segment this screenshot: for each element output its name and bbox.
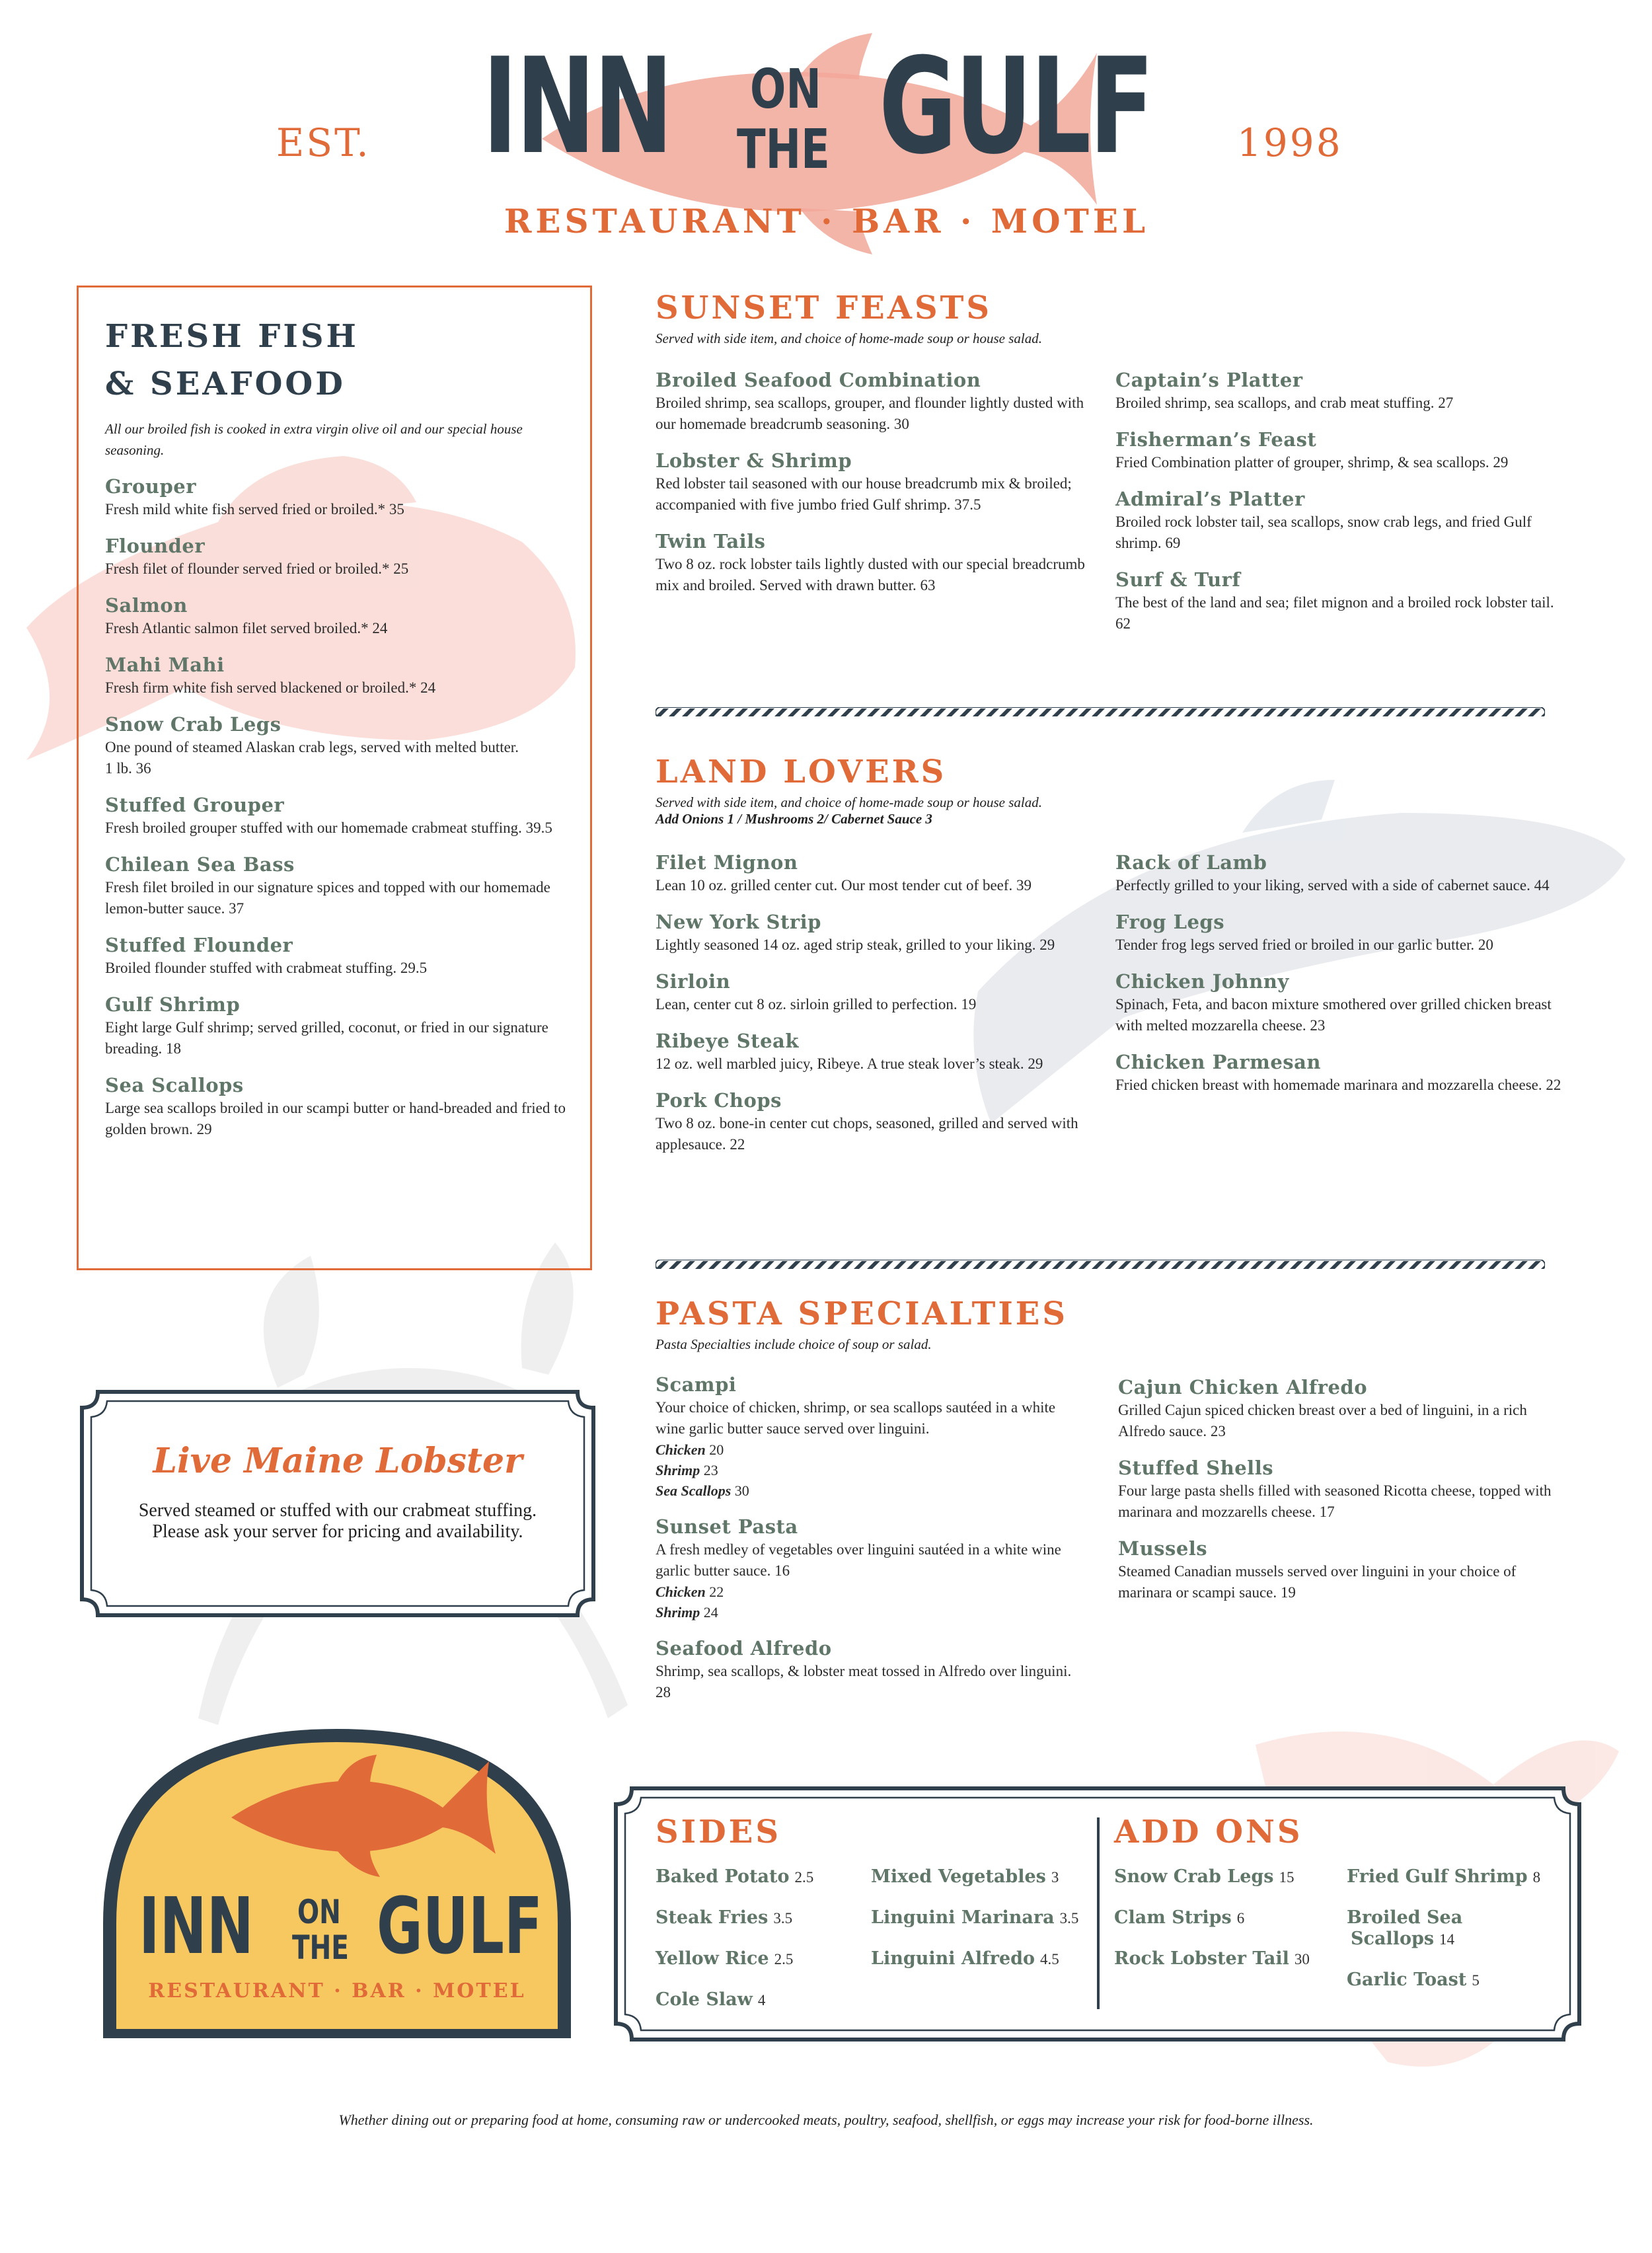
side-price: 4 — [757, 1992, 766, 2008]
item-desc: Broiled rock lobster tail, sea scallops, snow crab legs, and fried Gulf shrimp. 69 — [1115, 514, 1532, 551]
side-price: 3.5 — [773, 1910, 793, 1927]
item-name: Stuffed Flounder — [105, 934, 293, 956]
item-desc: Fresh mild white fish served fried or broiled.* 35 — [105, 501, 404, 517]
item-desc: Two 8 oz. bone-in center cut chops, seasoned, grilled and served with applesauce. 22 — [656, 1115, 1078, 1153]
menu-item — [105, 535, 566, 580]
addon-name: Broiled Sea — [1347, 1907, 1463, 1928]
item-name: Grouper — [105, 475, 196, 498]
fresh-fish-note: All our broiled fish is cooked in extra virgin olive oil and our special house seasoning. — [105, 421, 523, 458]
brand-on: ON — [750, 58, 821, 121]
variant-price: 30 — [734, 1482, 749, 1499]
menu-item — [105, 475, 566, 520]
item-desc: A fresh medley of vegetables over linguini sautéed in a white wine garlic butter sauce. 16 — [656, 1541, 1061, 1579]
item-name: Salmon — [105, 594, 188, 617]
addon-price: 6 — [1236, 1910, 1245, 1927]
brand-the: THE — [737, 118, 830, 181]
menu-item — [1115, 1051, 1565, 1096]
item-name: Snow Crab Legs — [105, 713, 282, 736]
sunset-feasts-section — [656, 289, 1581, 632]
variant-price: 22 — [709, 1584, 724, 1600]
item-desc: Fresh filet of flounder served fried or broiled.* 25 — [105, 560, 409, 577]
menu-item — [656, 970, 1098, 1015]
variant-row — [656, 1439, 1078, 1460]
brand-tagline: RESTAURANT · BAR · MOTEL — [504, 202, 1150, 241]
item-desc: Broiled shrimp, sea scallops, grouper, and flounder lightly dusted with our homemade breadcrumb seasoning. 30 — [656, 395, 1084, 432]
variant-row — [656, 1602, 1078, 1623]
variant-name: Shrimp — [656, 1604, 700, 1621]
section-note: Served with side item, and choice of home-made soup or house salad. — [656, 794, 1042, 810]
item-name: Ribeye Steak — [656, 1030, 799, 1052]
menu-item — [656, 851, 1098, 896]
item-desc: Your choice of chicken, shrimp, or sea scallops sautéed in a white wine garlic butter sauce served over linguini. — [656, 1399, 1056, 1437]
item-desc: Eight large Gulf shrimp; served grilled, coconut, or fried in our signature breading. 18 — [105, 1019, 548, 1057]
menu-item — [1115, 851, 1565, 896]
item-name: Chicken Parmesan — [1115, 1051, 1321, 1073]
addon-item — [1114, 1866, 1295, 1887]
menu-item — [105, 654, 566, 699]
side-name: Linguini Marinara — [871, 1907, 1055, 1928]
section-note: Served with side item, and choice of home-made soup or house salad. — [656, 330, 1042, 346]
menu-item — [105, 934, 566, 979]
item-desc: Perfectly grilled to your liking, served with a side of cabernet sauce. 44 — [1115, 877, 1550, 894]
fresh-fish-title-2: & SEAFOOD — [105, 365, 346, 402]
brand-gulf: GULF — [879, 30, 1152, 184]
item-name: Chilean Sea Bass — [105, 853, 295, 876]
item-name: Mussels — [1118, 1537, 1208, 1560]
addon-price: 5 — [1472, 1972, 1480, 1989]
est-label: EST. — [276, 120, 371, 165]
menu-item — [1115, 488, 1565, 554]
item-name: Lobster & Shrimp — [656, 449, 852, 472]
sunset-right-column — [1115, 369, 1565, 649]
item-desc: Shrimp, sea scallops, & lobster meat tossed in Alfredo over linguini. 28 — [656, 1663, 1072, 1700]
brand-inn: INN — [482, 30, 671, 184]
menu-item — [1118, 1376, 1567, 1442]
item-name: Surf & Turf — [1115, 568, 1241, 591]
footer-disclaimer: Whether dining out or preparing food at home, consuming raw or undercooked meats, poultry, seafood, shellfish, or eggs may increase your risk for food-borne illness. — [338, 2112, 1314, 2128]
menu-item — [105, 853, 566, 919]
addon-price: 8 — [1532, 1869, 1541, 1886]
pasta-left-column — [656, 1373, 1078, 1718]
item-name: Cajun Chicken Alfredo — [1118, 1376, 1368, 1398]
lobster-box — [78, 1388, 597, 1619]
addon-item — [1347, 1907, 1462, 1950]
menu-item — [656, 1637, 1078, 1703]
badge-on: ON — [297, 1893, 341, 1931]
menu-item — [656, 1089, 1098, 1155]
item-name: Sirloin — [656, 970, 731, 993]
item-desc: Fried Combination platter of grouper, shrimp, & sea scallops. 29 — [1115, 454, 1509, 471]
menu-item — [1115, 568, 1565, 634]
item-desc: Lean, center cut 8 oz. sirloin grilled to perfection. 19 — [656, 996, 977, 1012]
fresh-fish-list — [105, 475, 566, 1140]
item-name: New York Strip — [656, 911, 821, 933]
addons-title: ADD ONS — [1114, 1814, 1303, 1851]
menu-item — [105, 713, 566, 779]
year-label: 1998 — [1237, 120, 1343, 165]
addon-item — [1114, 1948, 1310, 1969]
variant-name: Chicken — [656, 1441, 706, 1458]
side-item — [656, 1948, 793, 1969]
side-price: 3 — [1051, 1869, 1059, 1886]
item-desc: Lean 10 oz. grilled center cut. Our most tender cut of beef. 39 — [656, 877, 1032, 894]
item-desc: Broiled flounder stuffed with crabmeat stuffing. 29.5 — [105, 960, 428, 976]
menu-item — [1115, 428, 1565, 473]
menu-item — [1115, 970, 1565, 1036]
addon-item — [1347, 1866, 1540, 1887]
side-item — [871, 1948, 1059, 1969]
rope-divider — [656, 1260, 1545, 1269]
lobster-box-title: Live Maine Lobster — [153, 1441, 523, 1481]
variant-price: 20 — [709, 1441, 724, 1458]
addon-name-2: Scallops — [1351, 1928, 1435, 1949]
item-desc: Fresh broiled grouper stuffed with our homemade crabmeat stuffing. 39.5 — [105, 820, 552, 836]
pasta-section — [656, 1295, 1581, 1700]
item-desc: Broiled shrimp, sea scallops, and crab meat stuffing. 27 — [1115, 395, 1454, 411]
addon-price: 14 — [1439, 1931, 1455, 1948]
menu-item — [656, 1373, 1078, 1501]
sunset-left-column — [656, 369, 1092, 611]
menu-item — [656, 1030, 1098, 1075]
item-name: Chicken Johnny — [1115, 970, 1289, 993]
addon-name: Fried Gulf Shrimp — [1347, 1866, 1528, 1887]
side-item — [656, 1989, 765, 2010]
addon-price: 30 — [1294, 1951, 1310, 1967]
menu-item — [1115, 369, 1565, 414]
menu-item — [656, 449, 1092, 516]
item-name: Fisherman’s Feast — [1115, 428, 1317, 451]
variant-name: Sea Scallops — [656, 1482, 732, 1499]
item-name: Captain’s Platter — [1115, 369, 1303, 391]
item-name: Stuffed Grouper — [105, 794, 285, 816]
sides-title: SIDES — [656, 1814, 781, 1851]
section-title: SUNSET FEASTS — [656, 289, 993, 326]
variant-name: Shrimp — [656, 1462, 700, 1478]
item-desc: Grilled Cajun spiced chicken breast over a bed of linguini, in a rich Alfredo sauce. 23 — [1118, 1402, 1527, 1439]
addon-name: Rock Lobster Tail — [1114, 1948, 1289, 1969]
item-name: Sea Scallops — [105, 1074, 244, 1096]
badge-logo — [99, 1725, 575, 2042]
item-extra: 1 lb. 36 — [105, 760, 151, 777]
menu-item — [1118, 1457, 1567, 1523]
menu-item — [105, 993, 566, 1059]
fresh-fish-title-1: FRESH FISH — [105, 318, 359, 355]
addon-name: Garlic Toast — [1347, 1969, 1467, 1990]
variant-row — [656, 1480, 1078, 1501]
side-name: Yellow Rice — [656, 1948, 769, 1969]
item-desc: 12 oz. well marbled juicy, Ribeye. A true steak lover’s steak. 29 — [656, 1055, 1043, 1072]
item-name: Rack of Lamb — [1115, 851, 1267, 874]
item-desc: Fried chicken breast with homemade marinara and mozzarella cheese. 22 — [1115, 1077, 1561, 1093]
item-name: Sunset Pasta — [656, 1515, 798, 1538]
variant-row — [656, 1582, 1078, 1602]
sides-addons-box — [612, 1784, 1583, 2043]
item-desc: Lightly seasoned 14 oz. aged strip steak, grilled to your liking. 29 — [656, 936, 1055, 953]
menu-item — [105, 794, 566, 839]
rope-divider — [656, 707, 1545, 716]
section-title: LAND LOVERS — [656, 753, 947, 790]
item-desc: Red lobster tail seasoned with our house breadcrumb mix & broiled; accompanied with five jumbo fried Gulf shrimp. 37.5 — [656, 475, 1072, 513]
item-name: Twin Tails — [656, 530, 766, 553]
item-desc: Fresh Atlantic salmon filet served broiled.* 24 — [105, 620, 388, 636]
variant-row — [656, 1460, 1078, 1480]
item-desc: Spinach, Feta, and bacon mixture smothered over grilled chicken breast with melted mozzarella cheese. 23 — [1115, 996, 1552, 1034]
item-desc: Large sea scallops broiled in our scampi butter or hand-breaded and fried to golden brown. 29 — [105, 1100, 566, 1137]
addon-name: Snow Crab Legs — [1114, 1866, 1274, 1887]
side-price: 2.5 — [774, 1951, 794, 1967]
menu-item — [656, 369, 1092, 435]
side-item — [656, 1907, 792, 1928]
pasta-right-column — [1118, 1376, 1567, 1618]
item-desc: One pound of steamed Alaskan crab legs, served with melted butter. — [105, 739, 519, 755]
addon-price: 15 — [1279, 1869, 1295, 1886]
addon-item — [1347, 1969, 1480, 1990]
item-name: Admiral’s Platter — [1115, 488, 1305, 510]
menu-item — [1118, 1537, 1567, 1603]
side-item — [871, 1866, 1059, 1887]
item-desc: Tender frog legs served fried or broiled in our garlic butter. 20 — [1115, 936, 1493, 953]
item-name: Frog Legs — [1115, 911, 1225, 933]
menu-item — [105, 594, 566, 639]
side-price: 3.5 — [1059, 1910, 1079, 1927]
item-desc: Fresh firm white fish served blackened or broiled.* 24 — [105, 679, 436, 696]
variant-price: 24 — [703, 1604, 718, 1621]
badge-the: THE — [292, 1928, 349, 1967]
variant-price: 23 — [703, 1462, 718, 1478]
badge-tagline: RESTAURANT · BAR · MOTEL — [148, 1979, 526, 2003]
side-item — [656, 1866, 813, 1887]
side-name: Steak Fries — [656, 1907, 769, 1928]
addon-name: Clam Strips — [1114, 1907, 1232, 1928]
addon-item — [1114, 1907, 1244, 1928]
land-left-column — [656, 851, 1098, 1170]
badge-gulf: GULF — [377, 1880, 543, 1971]
item-name: Seafood Alfredo — [656, 1637, 832, 1660]
menu-item — [656, 1515, 1078, 1623]
side-price: 4.5 — [1040, 1951, 1059, 1967]
item-desc: Steamed Canadian mussels served over linguini in your choice of marinara or scampi sauce. 19 — [1118, 1563, 1517, 1601]
side-name: Mixed Vegetables — [871, 1866, 1046, 1887]
variant-name: Chicken — [656, 1584, 706, 1600]
side-name: Baked Potato — [656, 1866, 790, 1887]
side-price: 2.5 — [794, 1869, 814, 1886]
item-name: Mahi Mahi — [105, 654, 225, 676]
fresh-fish-section — [77, 286, 592, 1270]
item-name: Scampi — [656, 1373, 737, 1396]
item-desc: The best of the land and sea; filet mignon and a broiled rock lobster tail. 62 — [1115, 594, 1554, 632]
item-name: Filet Mignon — [656, 851, 798, 874]
item-name: Gulf Shrimp — [105, 993, 241, 1016]
item-name: Pork Chops — [656, 1089, 782, 1112]
side-name: Linguini Alfredo — [871, 1948, 1035, 1969]
item-name: Flounder — [105, 535, 206, 557]
menu-item — [656, 911, 1098, 956]
item-desc: Two 8 oz. rock lobster tails lightly dusted with our special breadcrumb mix and broiled. Served with drawn butter. 63 — [656, 556, 1085, 593]
section-note: Pasta Specialties include choice of soup or salad. — [656, 1336, 932, 1352]
section-note-2: Add Onions 1 / Mushrooms 2/ Cabernet Sauce 3 — [656, 811, 932, 827]
menu-item — [656, 530, 1092, 596]
item-name: Stuffed Shells — [1118, 1457, 1274, 1479]
header — [0, 0, 1652, 278]
lobster-box-desc: Served steamed or stuffed with our crabmeat stuffing. Please ask your server for pricing and availability. — [138, 1500, 537, 1542]
side-name: Cole Slaw — [656, 1989, 753, 2010]
menu-item — [105, 1074, 566, 1140]
section-title: PASTA SPECIALTIES — [656, 1295, 1069, 1332]
menu-item — [1115, 911, 1565, 956]
land-lovers-section — [656, 753, 1581, 1153]
badge-inn: INN — [139, 1880, 254, 1971]
land-right-column — [1115, 851, 1565, 1110]
item-desc: Fresh filet broiled in our signature spices and topped with our homemade lemon-butter sauce. 37 — [105, 879, 550, 917]
side-item — [871, 1907, 1078, 1928]
item-desc: Four large pasta shells filled with seasoned Ricotta cheese, topped with marinara and mozzarells cheese. 17 — [1118, 1482, 1552, 1520]
item-name: Broiled Seafood Combination — [656, 369, 981, 391]
